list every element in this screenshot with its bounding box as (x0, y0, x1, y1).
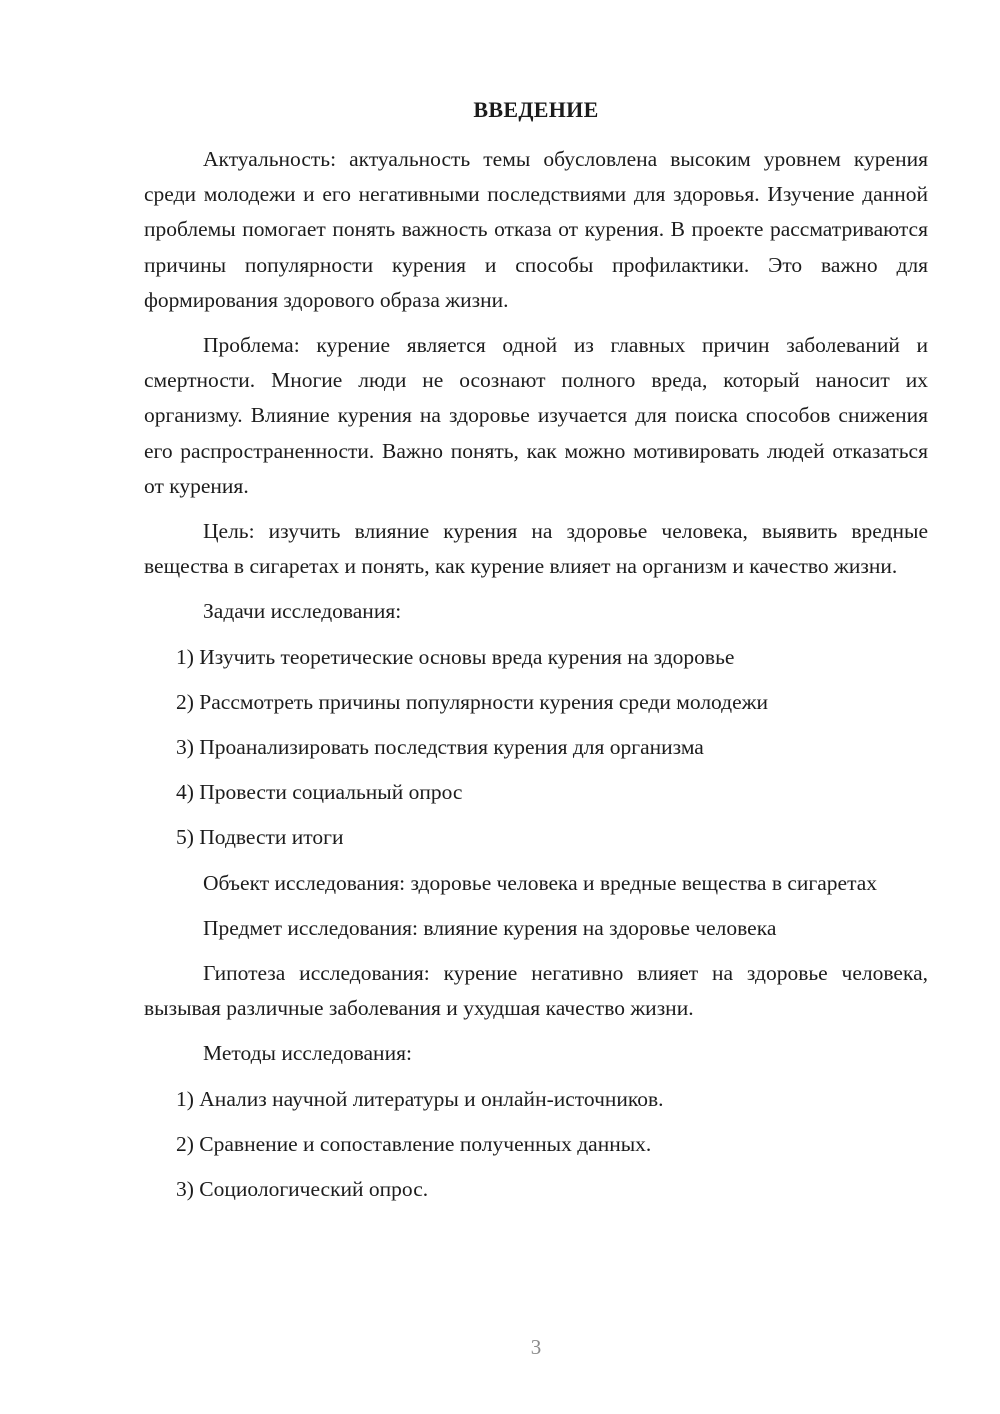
paragraph-hypothesis: Гипотеза исследования: курение негативно влияет на здоровье человека, вызывая различные заболевания и ухудшая качество жизни. (144, 961, 928, 1021)
paragraph-goal: Цель: изучить влияние курения на здоровье человека, выявить вредные вещества в сигаретах и понять, как курение влияет на организм и качество жизни. (144, 519, 928, 579)
task-item-3: 3) Проанализировать последствия курения для организма (176, 735, 704, 760)
paragraph-object: Объект исследования: здоровье человека и вредные вещества в сигаретах (203, 870, 878, 895)
method-item-2: 2) Сравнение и сопоставление полученных данных. (176, 1131, 652, 1156)
page-number: 3 (530, 1335, 542, 1359)
paragraph-relevance: Актуальность: актуальность темы обусловлена высоким уровнем курения среди молодежи и его негативными последствиями для здоровья. Изучение данной проблемы помогает понять важность отказа от курения. В проекте рассматриваются причины популярности курения и способы профилактики. Это важно для формирования здорового образа жизни. (144, 147, 928, 312)
paragraph-problem: Проблема: курение является одной из главных причин заболеваний и смертности. Многие люди не осознают полного вреда, который наносит их организму. Влияние курения на здоровье изучается для поиска способов снижения его распространенности. Важно понять, как можно мотивировать людей отказаться от курения. (144, 333, 928, 498)
method-item-3: 3) Социологический опрос. (176, 1177, 429, 1202)
paragraph-subject: Предмет исследования: влияние курения на здоровье человека (203, 915, 777, 940)
document-body (144, 142, 928, 1207)
task-item-4: 4) Провести социальный опрос (176, 780, 463, 805)
methods-title: Методы исследования: (203, 1041, 412, 1066)
page-heading: ВВЕДЕНИЕ (473, 97, 599, 122)
task-item-5: 5) Подвести итоги (176, 825, 344, 850)
method-item-1: 1) Анализ научной литературы и онлайн-источников. (176, 1086, 664, 1111)
tasks-title: Задачи исследования: (203, 599, 402, 624)
task-item-1: 1) Изучить теоретические основы вреда курения на здоровье (176, 644, 735, 669)
task-item-2: 2) Рассмотреть причины популярности курения среди молодежи (176, 689, 769, 714)
